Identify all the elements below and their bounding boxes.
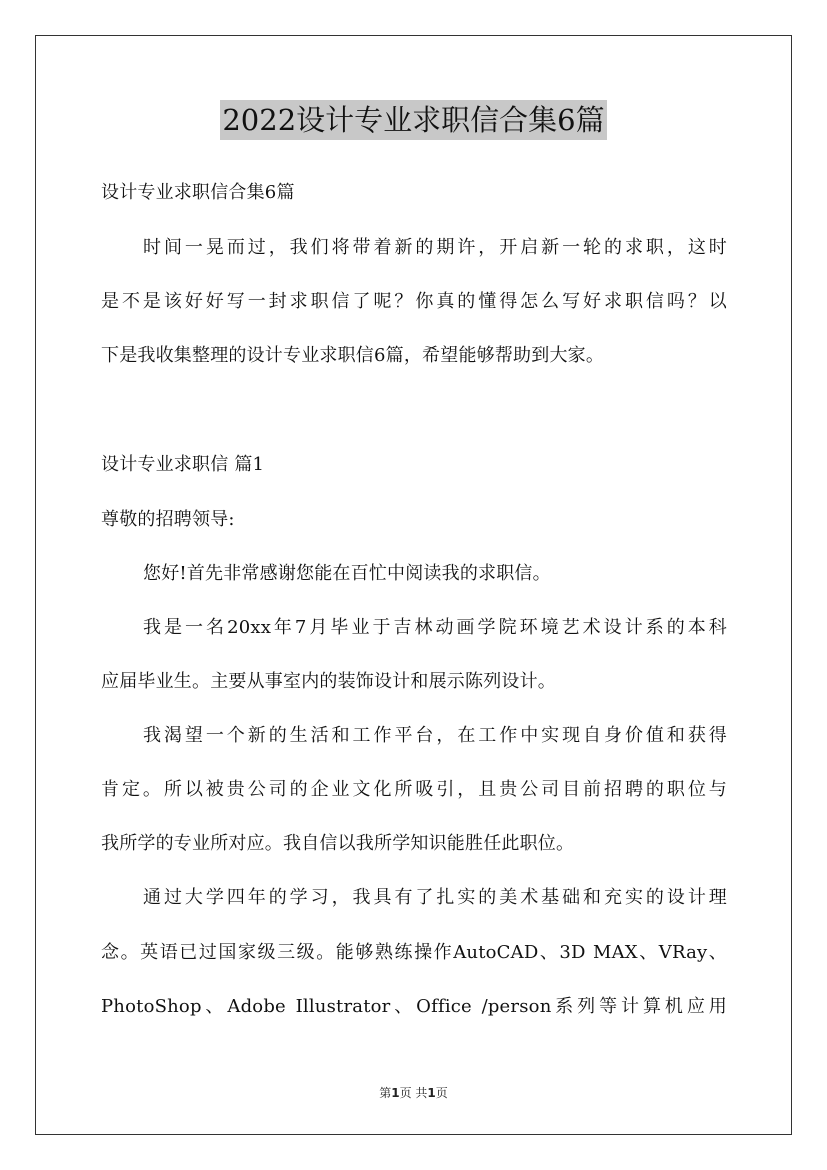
body-line-2: 我是一名20xx年7月毕业于吉林动画学院环境艺术设计系的本科 — [143, 617, 727, 638]
body-line-6: 我所学的专业所对应。我自信以我所学知识能胜任此职位。 — [101, 833, 575, 854]
salutation: 尊敬的招聘领导: — [101, 509, 235, 530]
document-title-text: 2022设计专业求职信合集6篇 — [220, 100, 606, 140]
document-title — [0, 100, 827, 140]
body-line-1: 您好!首先非常感谢您能在百忙中阅读我的求职信。 — [143, 563, 551, 584]
body-line-8: 念。英语已过国家级三级。能够熟练操作AutoCAD、3D MAX、VRay、 — [101, 942, 727, 963]
footer-page-mid: 页 共 — [399, 1086, 428, 1100]
intro-line-2: 是不是该好好写一封求职信了呢？你真的懂得怎么写好求职信吗？以 — [101, 291, 727, 312]
footer-page-suffix: 页 — [435, 1086, 448, 1100]
footer-page-prefix: 第 — [379, 1086, 392, 1100]
intro-line-1: 时间一晃而过，我们将带着新的期许，开启新一轮的求职，这时 — [143, 237, 727, 258]
body-line-7: 通过大学四年的学习，我具有了扎实的美术基础和充实的设计理 — [143, 887, 727, 908]
body-line-4: 我渴望一个新的生活和工作平台，在工作中实现自身价值和获得 — [143, 725, 727, 746]
footer-page-current: 1 — [391, 1086, 400, 1100]
body-line-3: 应届毕业生。主要从事室内的装饰设计和展示陈列设计。 — [101, 671, 556, 692]
footer-page-total: 1 — [427, 1086, 436, 1100]
body-line-9: PhotoShop、Adobe Illustrator、Office /person系列等计算机应用 — [101, 996, 727, 1017]
intro-line-3: 下是我收集整理的设计专业求职信6篇，希望能够帮助到大家。 — [101, 345, 605, 366]
body-line-5: 肯定。所以被贵公司的企业文化所吸引，且贵公司目前招聘的职位与 — [101, 779, 727, 800]
page-footer — [0, 1084, 827, 1101]
section-heading: 设计专业求职信 篇1 — [101, 454, 265, 475]
document-subtitle: 设计专业求职信合集6篇 — [101, 182, 295, 203]
